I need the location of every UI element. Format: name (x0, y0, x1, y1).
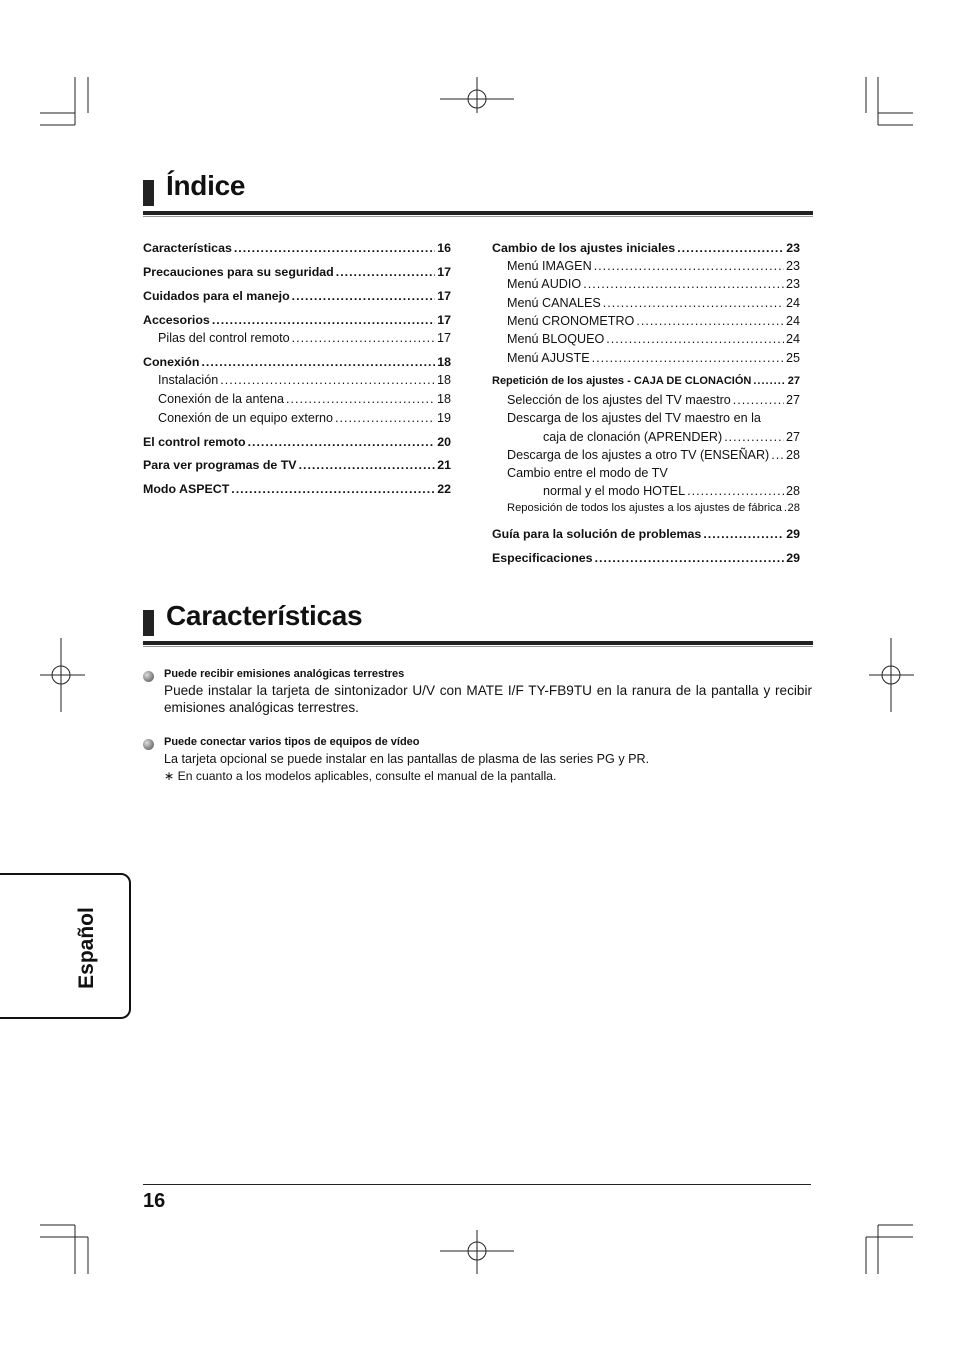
toc-page: 17 (437, 289, 451, 303)
toc-entry (507, 448, 800, 466)
toc-entry (143, 355, 451, 373)
toc-entry (507, 277, 800, 295)
toc-page: 28 (787, 502, 800, 515)
toc-page: 29 (786, 526, 800, 541)
toc-leader-dots (292, 289, 436, 303)
toc-label: Cuidados para el manejo (143, 289, 290, 303)
toc-entry (507, 332, 800, 350)
toc-page: 28 (785, 447, 800, 462)
toc-leader-dots (677, 241, 784, 255)
toc-label: Descarga de los ajustes a otro TV (ENSEÑAR) (507, 447, 770, 462)
header-rule-thin (143, 646, 813, 647)
toc-leader-dots (733, 393, 784, 407)
toc-entry (507, 314, 800, 332)
toc-entry (143, 289, 451, 307)
toc-page: 16 (437, 241, 451, 255)
toc-label: Cambio entre el modo de TV (507, 465, 668, 480)
feature-text: La tarjeta opcional se puede instalar en las pantallas de plasma de las series PG y PR. (164, 752, 650, 766)
toc-label: Especificaciones (492, 550, 593, 565)
feature-text: Puede instalar la tarjeta de sintonizador U/V con MATE I/F TY-FB9TU en la ranura de la pantalla y recibir emisiones analógicas terrestres. (164, 683, 812, 715)
toc-leader-dots (687, 484, 784, 498)
toc-leader-dots (286, 392, 435, 406)
toc-label: Guía para la solución de problemas (492, 526, 702, 541)
toc-label: Descarga de los ajustes del TV maestro en la (507, 411, 761, 426)
toc-leader-dots (292, 331, 435, 345)
toc-leader-dots (234, 241, 435, 255)
toc-label: Conexión de un equipo externo (158, 410, 334, 425)
toc-entry (143, 435, 451, 453)
page-number: 16 (143, 1190, 166, 1212)
feature-note: ∗ En cuanto a los modelos aplicables, consulte el manual de la pantalla. (164, 769, 557, 783)
toc-leader-dots (784, 502, 786, 514)
toc-leader-dots (753, 375, 785, 387)
toc-entry (507, 393, 800, 411)
toc-entry (143, 265, 451, 283)
toc-label: Accesorios (143, 312, 210, 327)
toc-leader-dots (703, 527, 784, 541)
bullet-icon (143, 739, 154, 750)
toc-label: El control remoto (143, 434, 246, 449)
toc-page: 23 (785, 277, 800, 292)
toc-page: 17 (437, 312, 451, 327)
toc-page: 19 (436, 410, 451, 425)
toc-label: Menú IMAGEN (507, 259, 592, 273)
header-rule (143, 211, 813, 215)
toc-entry (507, 351, 800, 369)
toc-page: 29 (786, 550, 800, 565)
toc-entry (143, 458, 451, 476)
toc-leader-dots (606, 332, 784, 346)
footer-rule (143, 1184, 811, 1185)
header-bar (143, 610, 154, 636)
toc-label: Pilas del control remoto (158, 331, 290, 345)
toc-label: Reposición de todos los ajustes a los ajustes de fábrica (507, 502, 782, 515)
language-tab (0, 873, 131, 1019)
toc-label: Precauciones para su seguridad (143, 265, 334, 279)
toc-entry (492, 241, 800, 259)
toc-label: Menú CRONOMETRO (507, 314, 635, 328)
toc-label: Cambio de los ajustes iniciales (492, 241, 676, 255)
toc-entry (158, 331, 451, 349)
toc-leader-dots (299, 458, 436, 472)
toc-page: 27 (787, 374, 800, 387)
toc-label: Menú BLOQUEO (507, 332, 605, 346)
toc-entry (507, 502, 800, 520)
toc-entry (143, 313, 451, 331)
toc-leader-dots (201, 355, 435, 369)
toc-entry (543, 484, 800, 502)
toc-entry (507, 259, 800, 277)
toc-page: 22 (437, 481, 451, 496)
toc-leader-dots (212, 313, 435, 327)
toc-label: Conexión de la antena (158, 391, 285, 406)
toc-leader-dots (231, 482, 435, 496)
toc-label: Menú AUDIO (507, 277, 582, 292)
toc-entry (143, 241, 451, 259)
toc-label: Selección de los ajustes del TV maestro (507, 392, 731, 407)
toc-leader-dots (583, 277, 784, 291)
toc-leader-dots (595, 551, 785, 565)
toc-label: Menú AJUSTE (507, 350, 590, 365)
toc-page: 28 (785, 484, 800, 499)
toc-page: 23 (786, 241, 800, 255)
toc-leader-dots (771, 448, 784, 462)
toc-label: normal y el modo HOTEL (543, 484, 686, 499)
toc-entry (158, 373, 451, 391)
toc-page: 17 (436, 331, 451, 345)
toc-leader-dots (636, 314, 784, 328)
toc-label: Repetición de los ajustes - CAJA DE CLONACIÓN (492, 374, 752, 387)
toc-label: Para ver programas de TV (143, 458, 297, 472)
toc-entry (158, 392, 451, 410)
toc-page: 24 (785, 332, 800, 346)
toc-entry (143, 482, 451, 500)
header-bar (143, 180, 154, 206)
toc-leader-dots (335, 411, 435, 425)
toc-page: 18 (436, 373, 451, 387)
toc-label: Conexión (143, 355, 200, 369)
toc-leader-dots (594, 259, 784, 273)
toc-page: 25 (785, 350, 800, 365)
toc-page: 21 (437, 458, 451, 472)
index-title: Índice (166, 170, 246, 201)
language-label: Español (75, 907, 98, 989)
toc-label: Modo ASPECT (143, 481, 230, 496)
toc-label: caja de clonación (APRENDER) (543, 429, 723, 444)
toc-page: 20 (437, 434, 451, 449)
toc-page: 24 (785, 296, 800, 310)
toc-page: 23 (785, 259, 800, 273)
toc-page: 17 (437, 265, 451, 279)
toc-entry (507, 411, 800, 429)
toc-leader-dots (220, 373, 435, 387)
toc-leader-dots (248, 435, 436, 449)
toc-page: 18 (436, 391, 451, 406)
toc-label: Menú CANALES (507, 296, 601, 310)
toc-page: 18 (437, 355, 451, 369)
toc-entry (507, 466, 800, 484)
toc-leader-dots (603, 296, 784, 310)
toc-entry (507, 296, 800, 314)
toc-entry (543, 430, 800, 448)
toc-leader-dots (592, 351, 784, 365)
toc-label: Instalación (158, 373, 219, 387)
toc-leader-dots (724, 430, 784, 444)
toc-entry (492, 375, 800, 393)
toc-entry (158, 411, 451, 429)
feature-heading: Puede recibir emisiones analógicas terrestres (164, 668, 405, 680)
header-rule-thin (143, 216, 813, 217)
toc-page: 27 (785, 392, 800, 407)
toc-leader-dots (336, 265, 435, 279)
toc-entry (492, 551, 800, 569)
toc-page: 27 (785, 429, 800, 444)
toc-page: 24 (785, 314, 800, 328)
bullet-icon (143, 671, 154, 682)
feature-heading: Puede conectar varios tipos de equipos de vídeo (164, 736, 420, 748)
header-rule (143, 641, 813, 645)
toc-entry (492, 527, 800, 545)
toc-label: Características (143, 241, 232, 255)
features-title: Características (166, 600, 363, 631)
